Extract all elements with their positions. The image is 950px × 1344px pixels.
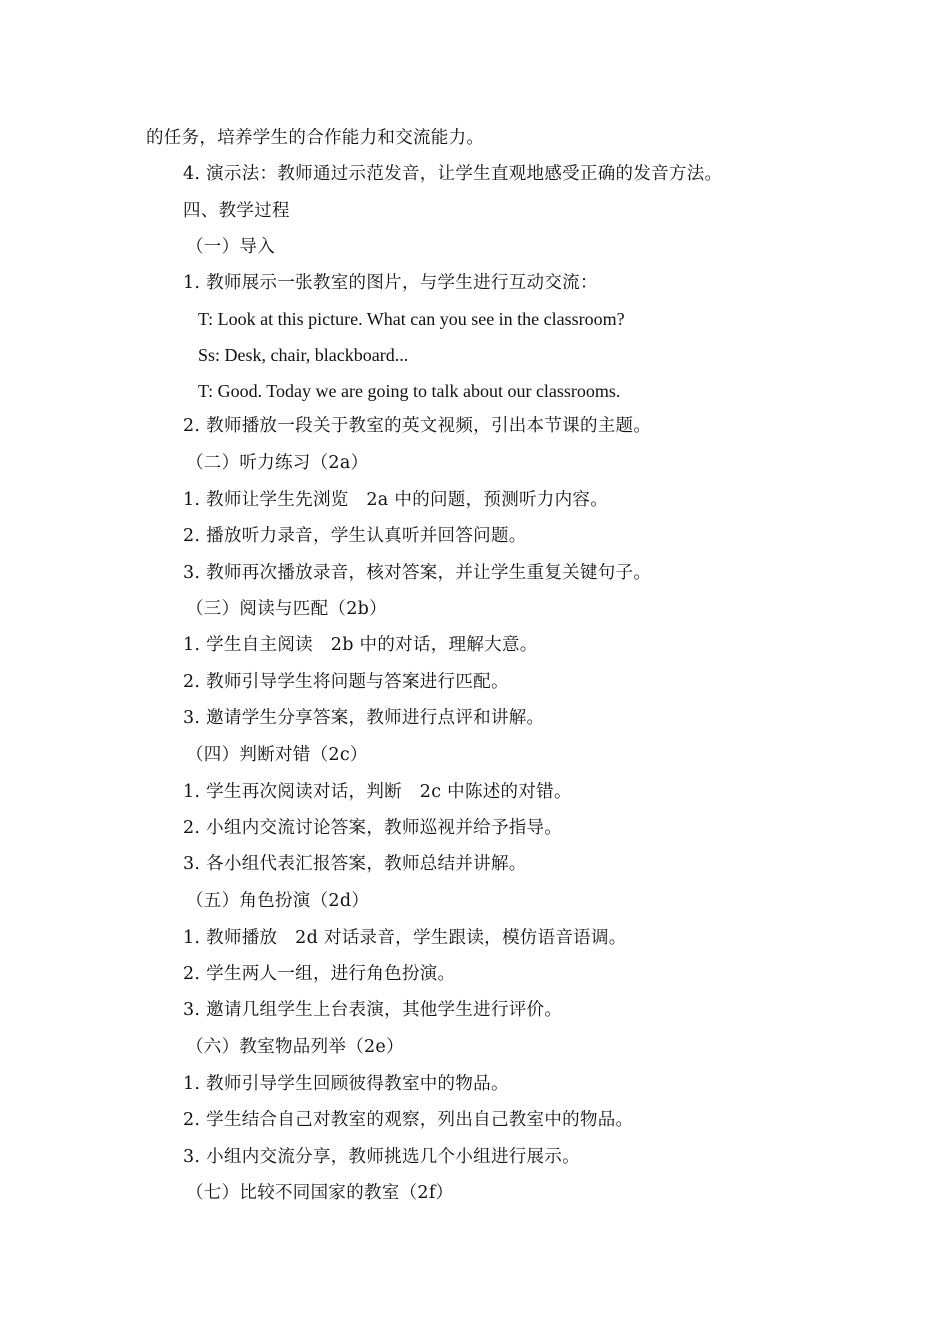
- list-item: 1. 学生自主阅读 2b 中的对话，理解大意。: [183, 635, 538, 655]
- subsection-heading: （一）导入: [186, 237, 275, 257]
- list-item: 2. 播放听力录音，学生认真听并回答问题。: [183, 526, 527, 546]
- dialogue-line: Ss: Desk, chair, blackboard...: [198, 345, 409, 365]
- paragraph-continuation: 的任务，培养学生的合作能力和交流能力。: [146, 128, 485, 148]
- subsection-heading: （四）判断对错（2c）: [186, 745, 368, 765]
- list-item: 3. 各小组代表汇报答案，教师总结并讲解。: [183, 854, 527, 874]
- list-item: 1. 学生再次阅读对话，判断 2c 中陈述的对错。: [183, 782, 572, 802]
- method-item-4: 4. 演示法：教师通过示范发音，让学生直观地感受正确的发音方法。: [183, 164, 723, 184]
- subsection-heading: （二）听力练习（2a）: [186, 453, 369, 473]
- list-item: 3. 邀请学生分享答案，教师进行点评和讲解。: [183, 708, 545, 728]
- list-item: 2. 小组内交流讨论答案，教师巡视并给予指导。: [183, 818, 563, 838]
- list-item: 2. 教师引导学生将问题与答案进行匹配。: [183, 672, 509, 692]
- list-item: 3. 邀请几组学生上台表演，其他学生进行评价。: [183, 1000, 563, 1020]
- subsection-heading: （六）教室物品列举（2e）: [186, 1037, 404, 1057]
- list-item: 1. 教师引导学生回顾彼得教室中的物品。: [183, 1074, 509, 1094]
- list-item: 1. 教师展示一张教室的图片，与学生进行互动交流：: [183, 273, 598, 293]
- subsection-heading: （七）比较不同国家的教室（2f）: [186, 1183, 454, 1203]
- dialogue-line: T: Good. Today we are going to talk about our classrooms.: [198, 381, 621, 401]
- list-item: 2. 学生两人一组，进行角色扮演。: [183, 964, 456, 984]
- section-heading: 四、教学过程: [183, 201, 290, 221]
- list-item: 3. 教师再次播放录音，核对答案，并让学生重复关键句子。: [183, 563, 652, 583]
- subsection-heading: （五）角色扮演（2d）: [186, 891, 370, 911]
- dialogue-line: T: Look at this picture. What can you see in the classroom?: [198, 309, 625, 329]
- list-item: 2. 学生结合自己对教室的观察，列出自己教室中的物品。: [183, 1110, 634, 1130]
- list-item: 2. 教师播放一段关于教室的英文视频，引出本节课的主题。: [183, 416, 652, 436]
- list-item: 1. 教师播放 2d 对话录音，学生跟读，模仿语音语调。: [183, 928, 627, 948]
- subsection-heading: （三）阅读与匹配（2b）: [186, 599, 387, 619]
- list-item: 3. 小组内交流分享，教师挑选几个小组进行展示。: [183, 1147, 580, 1167]
- list-item: 1. 教师让学生先浏览 2a 中的问题，预测听力内容。: [183, 490, 608, 510]
